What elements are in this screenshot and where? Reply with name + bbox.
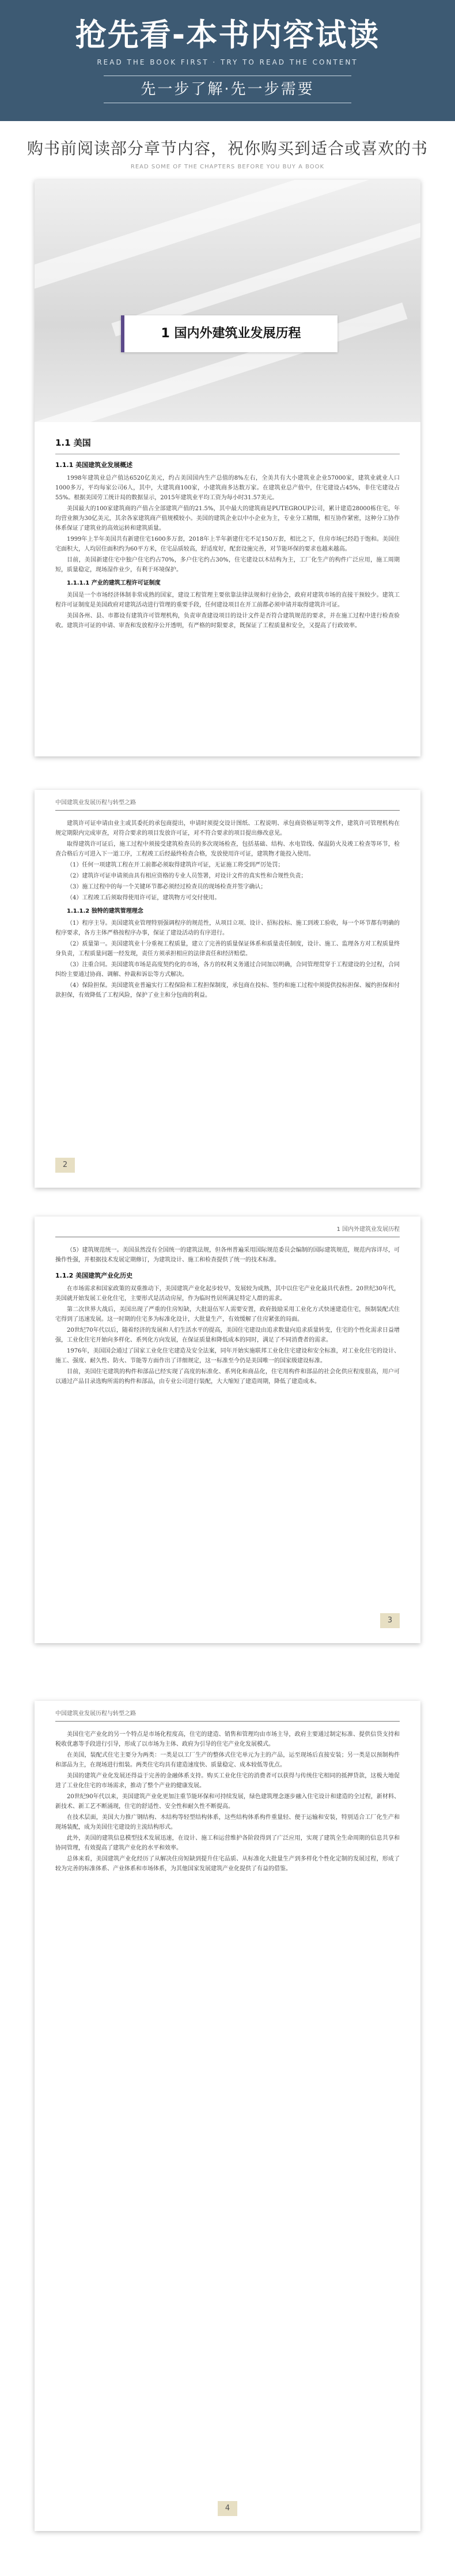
paragraph: （1）程序主导。美国建筑业管理特别强调程序的规范性，从项目立项、设计、招标投标、施工到竣工验收，每一个环节都有明确的程序要求，各方主体严格按程序办事，保证了建设活动的有序进行。 xyxy=(55,920,400,936)
paragraph: 此外，美国的建筑信息模型技术发展迅速，在设计、施工和运营维护各阶段得到了广泛应用，实现了建筑全生命周期的信息共享和协同管理，有效提高了建筑产业化的水平和效率。 xyxy=(55,1835,400,1851)
running-header: 1 国内外建筑业发展历程 xyxy=(55,1225,400,1237)
paragraph: 第二次世界大战后，美国出现了严重的住房短缺，大批退伍军人需要安置，政府鼓励采用工业化方式快速建造住宅，预制装配式住宅得到了迅速发展。这一时期的住宅多为标准化设计，大批量生产，有效缓解了住房紧张的局面。 xyxy=(55,1306,400,1323)
paragraph: 1999年上半年美国共有新建住宅1600多万套，2018年上半年新建住宅不足150万套，相比之下，住房市场已经趋于饱和。美国住宅面积大，人均居住面积约为60平方米，住宅品质较高，舒适度好，配套设施完善，对节能环保的要求也越来越高。 xyxy=(55,536,400,552)
chapter-header-graphic xyxy=(35,180,420,422)
paragraph: 美国的建筑产业化发展还得益于完善的金融体系支持。购买工业化住宅的消费者可以获得与传统住宅相同的抵押贷款，这极大地促进了工业化住宅的市场需求，推动了整个产业的健康发展。 xyxy=(55,1773,400,1789)
chapter-title: 1 国内外建筑业发展历程 xyxy=(121,315,338,352)
list-item: （2）建筑许可证申请须由具有相应资格的专业人员签署，对设计文件的真实性和合规性负责； xyxy=(67,873,307,879)
list-item: （1）任何一项建筑工程在开工前都必须取得建筑许可证，无证施工将受到严厉处罚； xyxy=(67,862,284,868)
paragraph: （3）注重合同。美国建筑市场是高度契约化的市场，各方的权利义务通过合同加以明确，合同管理贯穿于工程建设的全过程，合同纠纷主要通过协商、调解、仲裁和诉讼等方式解决。 xyxy=(55,962,400,978)
banner-slogan: 先一步了解·先一步需要 xyxy=(104,76,351,103)
paragraph: 在市场需求和国家政策的双重推动下，美国建筑产业化起步较早，发展较为成熟，其中以住宅产业化最具代表性。20世纪30年代，美国就开始发展工业化住宅，主要形式是活动房屋，作为临时性居所满足特定人群的需求。 xyxy=(55,1286,400,1302)
intro-text-en: READ SOME OF THE CHAPTERS BEFORE YOU BUY A BOOK xyxy=(130,164,325,170)
paragraph: 20世纪70年代以后，随着经济的发展和人们生活水平的提高，美国住宅建设由追求数量向追求质量转变，住宅的个性化需求日益增强，工业化住宅开始向多样化、系列化方向发展，在保证质量和降低成本的同时，满足了不同消费者的需求。 xyxy=(55,1327,400,1343)
running-header: 中国建筑业发展历程与转型之路 xyxy=(55,798,400,811)
intro-text: 购书前阅读部分章节内容，祝你购买到适合或喜欢的书 xyxy=(26,139,428,158)
book-page-1 xyxy=(35,180,420,756)
banner-title: 抢先看-本书内容试读 xyxy=(75,17,380,53)
paragraph: 1976年，美国国会通过了国家工业化住宅建造及安全法案，同年开始实施联邦工业化住宅建设和安全标准，对工业化住宅的设计、施工、强度、耐久性、防火、节能等方面作出了详细规定，这一标准至今仍是美国唯一的国家级建设标准。 xyxy=(55,1348,400,1364)
paragraph: 目前，美国新建住宅中独户住宅约占70%，多户住宅约占30%，住宅建设以木结构为主，工厂化生产的构件广泛应用，施工周期短，质量稳定，现场湿作业少，有利于环境保护。 xyxy=(55,557,400,573)
paragraph: 目前，美国住宅建筑的构件和部品已经实现了高度的标准化、系列化和商品化，住宅用构件和部品的社会化供应程度很高，用户可以通过产品目录选购所需的构件和部品，由专业公司进行装配，大大缩短了建造周期，降低了建造成本。 xyxy=(55,1369,400,1385)
list-item: （4）工程竣工后须取得使用许可证，建筑物方可交付使用。 xyxy=(67,895,221,901)
paragraph: 20世纪90年代以来，美国建筑产业化更加注重节能环保和可持续发展，绿色建筑理念逐步融入住宅设计和建造的全过程，新材料、新技术、新工艺不断涌现，住宅的舒适性、安全性和耐久性不断提高。 xyxy=(55,1794,400,1810)
book-page-3 xyxy=(35,1217,420,1643)
paragraph: 总体来看，美国建筑产业化经历了从解决住房短缺到提升住宅品质、从标准化大批量生产到多样化个性化定制的发展过程，形成了较为完善的标准体系、产业体系和市场体系，为其他国家发展建筑产业化提供了有益的借鉴。 xyxy=(55,1856,400,1872)
banner-subtitle-en: READ THE BOOK FIRST · TRY TO READ THE CONTENT xyxy=(97,58,358,66)
page-number: 2 xyxy=(55,1158,75,1173)
running-header: 中国建筑业发展历程与转型之路 xyxy=(55,1709,400,1722)
paragraph: （5）建筑规范统一。美国虽然没有全国统一的建筑法规，但各州普遍采用国际规范委员会编制的国际建筑规范，规范内容详尽，可操作性强，并根据技术发展定期修订，为建筑设计、施工和检查提供了统一的技术标准。 xyxy=(55,1247,400,1263)
paragraph: 美国最大的100家建筑商的产值占全部建筑产值的21.5%，其中最大的建筑商是PUTEGROUP公司，累计建造28000栋住宅，年均营业额为30亿美元，其余各家建筑商产值规模较小。美国的建筑企业以中小企业为主，专业分工精细，相互协作紧密，这种分工协作体系保证了建筑业的高效运转和建筑质量。 xyxy=(55,506,400,532)
intro-section xyxy=(0,121,455,186)
paragraph: （4）保险担保。美国建筑业普遍实行工程保险和工程担保制度，承包商在投标、签约和施工过程中须提供投标担保、履约担保和付款担保，有效降低了工程风险，保护了业主和分包商的利益。 xyxy=(55,982,400,999)
subsubsection-heading: 1.1.1.2 独特的建筑管理理念 xyxy=(67,908,143,914)
paragraph: 美国住宅产业化的另一个特点是市场化程度高，住宅的建造、销售和管理均由市场主导，政府主要通过制定标准、提供信贷支持和税收优惠等手段进行引导，形成了以市场为主体、政府为引导的住宅产业化发展模式。 xyxy=(55,1731,400,1748)
list-item: （3）施工过程中的每一个关键环节都必须经过检查员的现场检查并签字确认； xyxy=(67,884,267,890)
book-page-2 xyxy=(35,790,420,1188)
subsection-heading: 1.1.2 美国建筑产业化历史 xyxy=(55,1272,133,1279)
paragraph: 在技术层面，美国大力推广钢结构、木结构等轻型结构体系，这些结构体系构件重量轻、便于运输和安装，特别适合工厂化生产和现场装配，成为美国住宅建设的主流结构形式。 xyxy=(55,1814,400,1831)
paragraph: 1998年建筑业总产值达6520亿美元，约占美国国内生产总值的8%左右，全美共有大小建筑业企业57000家，建筑业就业人口1000多万，平均每家公司6人，其中，大建筑商100家，小建筑商多达数万家。在建筑业总产值中，住宅建设占45%，非住宅建设占55%。根据美国劳工统计局的数据显示，2015年建筑业平均工资为每小时31.57美元。 xyxy=(55,475,400,501)
paragraph: 建筑许可证申请由业主或其委托的承包商提出，申请时须提交设计图纸、工程说明、承包商资格证明等文件，建筑许可管理机构在规定期限内完成审查，对符合要求的项目发放许可证，对不符合要求的项目提出修改意见。 xyxy=(55,820,400,837)
subsubsection-heading: 1.1.1.1 产业的建筑工程许可证制度 xyxy=(67,580,161,586)
page-number: 3 xyxy=(380,1613,400,1628)
section-heading: 1.1 美国 xyxy=(55,438,91,448)
paragraph: 美国是一个市场经济体制非常成熟的国家，建设工程管理主要依靠法律法规和行业协会，政府对建筑市场的直接干预较少。建筑工程许可证制度是美国政府对建筑活动进行管理的重要手段，任何建设项目在开工前都必须申请并取得建筑许可证。 xyxy=(55,592,400,608)
header-banner xyxy=(0,0,455,121)
paragraph: 在美国，装配式住宅主要分为两类：一类是以工厂生产的整体式住宅单元为主的产品，运至现场后直接安装；另一类是以预制构件和部品为主，在现场进行组装。两类住宅均具有建造速度快、质量稳定、成本较低等优点。 xyxy=(55,1752,400,1768)
paragraph: 美国各州、县、市都设有建筑许可管理机构，负责审查建设项目的设计文件是否符合建筑规范的要求，并在施工过程中进行检查验收。建筑许可证的申请、审查和发放程序公开透明，有严格的时限要求，既保证了工程质量和安全，又提高了行政效率。 xyxy=(55,613,400,629)
paragraph: （2）质量第一。美国建筑业十分重视工程质量，建立了完善的质量保证体系和质量责任制度，设计、施工、监理各方对工程质量终身负责，工程质量问题一经发现，责任方须承担相应的法律责任和经济赔偿。 xyxy=(55,941,400,957)
subsection-heading: 1.1.1 美国建筑业发展概述 xyxy=(55,461,133,469)
paragraph: 取得建筑许可证后，施工过程中须接受建筑检查员的多次现场检查，包括基础、结构、水电管线、保温防火及竣工检查等环节，检查合格后方可进入下一道工序，工程竣工后经最终检查合格，发放使用许可证，建筑物才能投入使用。 xyxy=(55,841,400,857)
page-number: 4 xyxy=(218,2501,237,2516)
book-page-4 xyxy=(35,1701,420,2531)
